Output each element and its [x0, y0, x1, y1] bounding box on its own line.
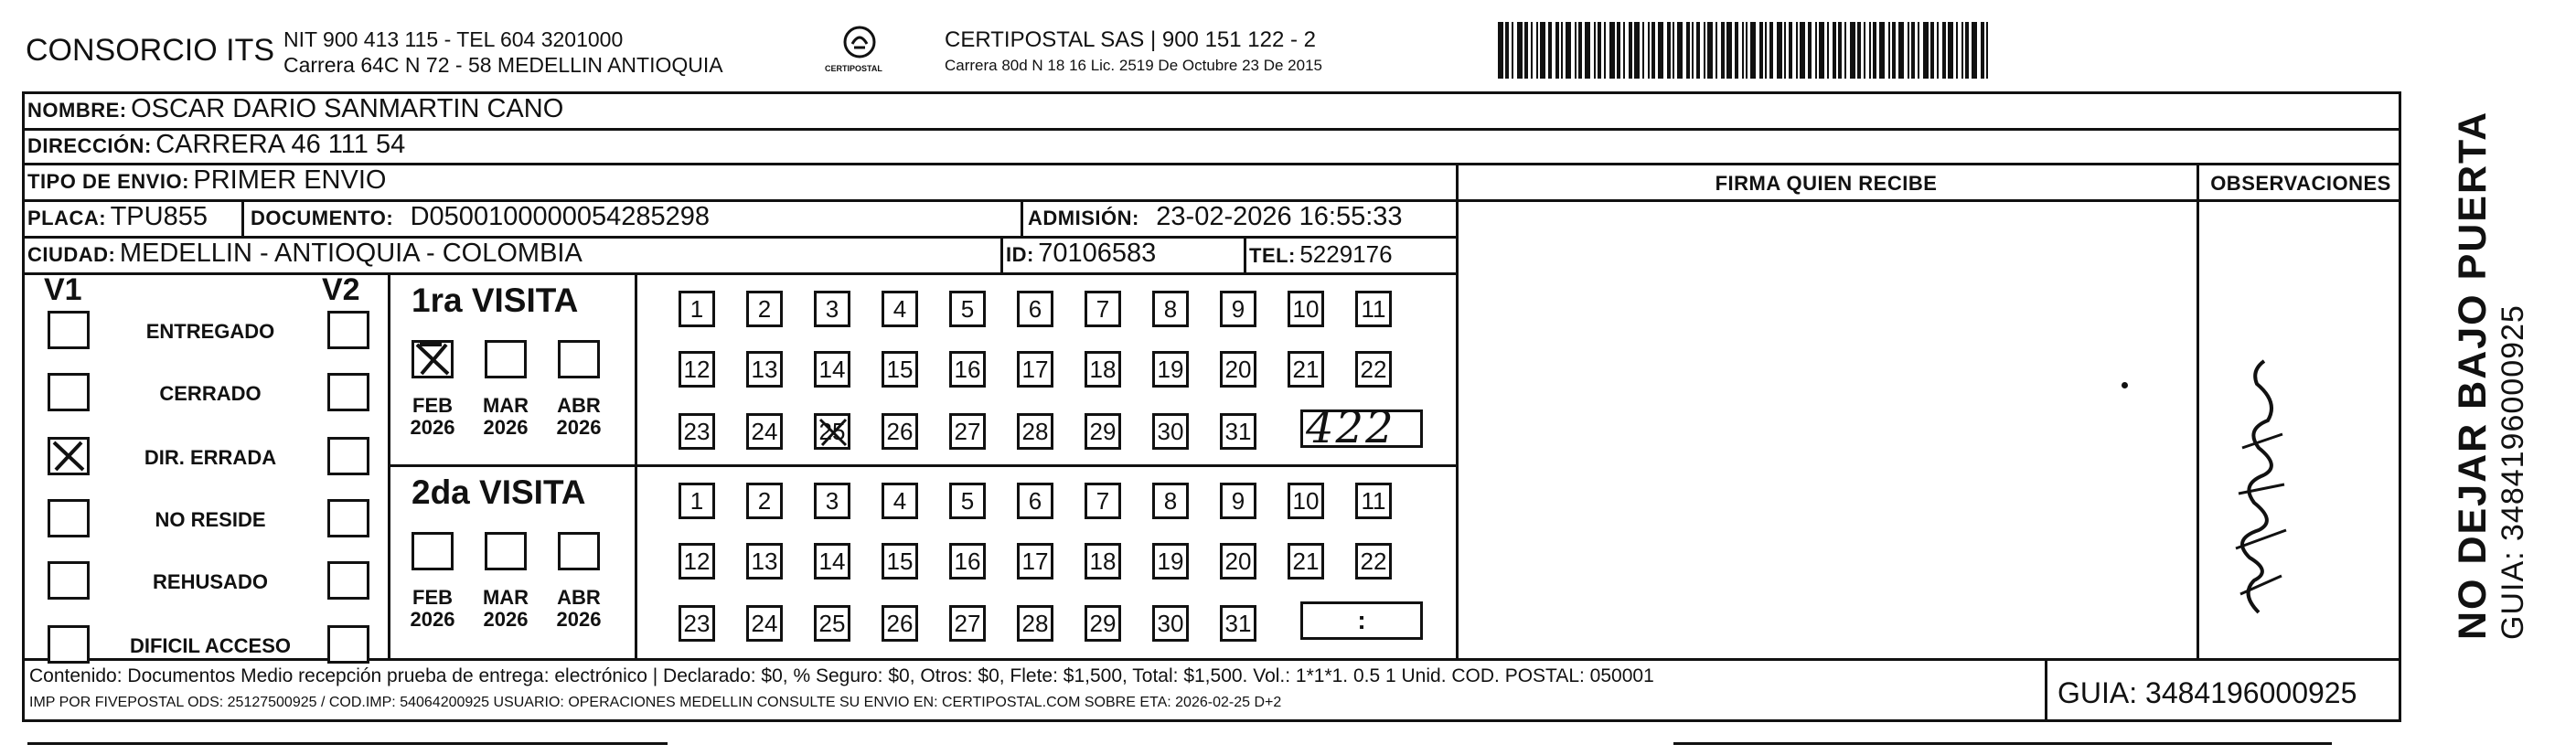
v2-checkbox[interactable]	[327, 499, 369, 537]
day-checkbox[interactable]: 18	[1085, 351, 1121, 388]
tipo-row	[27, 165, 386, 196]
month-label: ABR 2026	[556, 586, 602, 631]
company-name: CONSORCIO ITS	[26, 33, 275, 68]
direccion-value: CARRERA 46 111 54	[155, 130, 406, 159]
v2-checkbox[interactable]	[327, 437, 369, 475]
day-checkbox[interactable]: 14	[814, 351, 850, 388]
signature	[2204, 347, 2314, 622]
admision-label: ADMISIÓN:	[1028, 207, 1139, 229]
v2-checkbox[interactable]	[327, 311, 369, 349]
status-label: REHUSADO	[153, 570, 268, 593]
day-checkbox[interactable]: 16	[949, 543, 986, 580]
v2-label: V2	[322, 272, 360, 307]
day-checkbox[interactable]: 24	[746, 605, 783, 642]
tel-row	[1249, 240, 1393, 269]
day-checkbox[interactable]: 3	[814, 483, 850, 519]
v1-label: V1	[44, 272, 82, 307]
month-checkbox[interactable]	[558, 532, 600, 570]
v1-checkbox[interactable]	[48, 625, 90, 664]
day-checkbox[interactable]: 31	[1220, 605, 1256, 642]
day-checkbox[interactable]: 28	[1017, 413, 1053, 450]
day-checkbox[interactable]: 12	[679, 543, 715, 580]
company-address: Carrera 64C N 72 - 58 MEDELLIN ANTIOQUIA	[283, 53, 723, 77]
day-checkbox[interactable]: 23	[679, 413, 715, 450]
v1-checkbox[interactable]	[48, 373, 90, 411]
day-checkbox[interactable]: 29	[1085, 413, 1121, 450]
day-checkbox[interactable]: 11	[1355, 483, 1392, 519]
day-checkbox[interactable]: 8	[1152, 291, 1189, 327]
month-label: MAR 2026	[482, 586, 529, 631]
day-checkbox[interactable]: 5	[949, 291, 986, 327]
status-label: DIFICIL ACCESO	[129, 634, 291, 657]
placa-row	[27, 202, 208, 232]
day-checkbox[interactable]: 21	[1288, 351, 1324, 388]
day-checkbox[interactable]: 23	[679, 605, 715, 642]
month-checkbox[interactable]	[558, 340, 600, 378]
day-checkbox[interactable]: 20	[1220, 543, 1256, 580]
second-visit-title: 2da VISITA	[412, 473, 586, 511]
side-line1: NO DEJAR BAJO PUERTA	[2451, 110, 2495, 640]
day-checkbox[interactable]: 13	[746, 543, 783, 580]
admision-row	[1028, 202, 1403, 232]
day-checkbox[interactable]: 10	[1288, 291, 1324, 327]
day-checkbox[interactable]: 1	[679, 291, 715, 327]
id-label: ID:	[1006, 243, 1034, 266]
second-visit-time-value: :	[1357, 606, 1366, 634]
day-checkbox[interactable]: 4	[882, 291, 918, 327]
ink-mark	[2122, 382, 2128, 388]
day-checkbox[interactable]: 17	[1017, 543, 1053, 580]
placa-value: TPU855	[110, 202, 208, 231]
day-checkbox[interactable]: 6	[1017, 291, 1053, 327]
day-checkbox[interactable]: 13	[746, 351, 783, 388]
admision-value: 23-02-2026 16:55:33	[1156, 202, 1403, 231]
nombre-value: OSCAR DARIO SANMARTIN CANO	[131, 94, 564, 123]
month-checkbox[interactable]	[485, 340, 527, 378]
day-checkbox[interactable]: 12	[679, 351, 715, 388]
day-checkbox[interactable]: 8	[1152, 483, 1189, 519]
day-checkbox[interactable]: 16	[949, 351, 986, 388]
day-mark	[817, 416, 850, 449]
direccion-row	[27, 130, 405, 160]
status-label: CERRADO	[159, 382, 262, 405]
day-checkbox[interactable]: 7	[1085, 291, 1121, 327]
id-value: 70106583	[1038, 239, 1157, 268]
first-visit-time-handwritten: 422	[1306, 402, 1395, 453]
status-label: ENTREGADO	[145, 320, 275, 343]
day-checkbox[interactable]: 31	[1220, 413, 1256, 450]
day-checkbox[interactable]: 4	[882, 483, 918, 519]
v1-checkbox[interactable]	[48, 437, 90, 475]
day-checkbox[interactable]: 25	[814, 605, 850, 642]
day-checkbox[interactable]: 19	[1152, 543, 1189, 580]
day-checkbox[interactable]: 7	[1085, 483, 1121, 519]
day-checkbox[interactable]: 2	[746, 291, 783, 327]
day-checkbox[interactable]: 15	[882, 543, 918, 580]
v1-checkbox[interactable]	[48, 499, 90, 537]
status-label: DIR. ERRADA	[144, 446, 277, 469]
tel-value: 5229176	[1299, 240, 1393, 268]
month-checkbox[interactable]	[485, 532, 527, 570]
direccion-label: DIRECCIÓN:	[27, 134, 152, 157]
v1-checkbox[interactable]	[48, 311, 90, 349]
placa-label: PLACA:	[27, 207, 107, 229]
day-checkbox[interactable]: 22	[1355, 543, 1392, 580]
day-checkbox[interactable]: 19	[1152, 351, 1189, 388]
ciudad-label: CIUDAD:	[27, 243, 116, 266]
documento-label: DOCUMENTO:	[251, 207, 394, 229]
day-checkbox[interactable]: 28	[1017, 605, 1053, 642]
documento-row	[251, 202, 710, 232]
month-label: MAR 2026	[482, 394, 529, 439]
v2-checkbox[interactable]	[327, 625, 369, 664]
v2-checkbox[interactable]	[327, 373, 369, 411]
day-checkbox[interactable]: 30	[1152, 413, 1189, 450]
day-checkbox[interactable]: 24	[746, 413, 783, 450]
id-row	[1006, 239, 1156, 269]
tel-label: TEL:	[1249, 244, 1296, 267]
day-checkbox[interactable]: 18	[1085, 543, 1121, 580]
day-checkbox[interactable]: 21	[1288, 543, 1324, 580]
footer-guia: GUIA: 3484196000925	[2058, 676, 2357, 709]
day-checkbox[interactable]: 14	[814, 543, 850, 580]
day-checkbox[interactable]: 30	[1152, 605, 1189, 642]
day-checkbox[interactable]: 17	[1017, 351, 1053, 388]
tipo-value: PRIMER ENVIO	[193, 165, 387, 195]
nombre-label: NOMBRE:	[27, 99, 127, 122]
tipo-label: TIPO DE ENVIO:	[27, 170, 189, 193]
side-warning	[2451, 111, 2531, 640]
day-checkbox[interactable]: 26	[882, 605, 918, 642]
status-label: NO RESIDE	[155, 508, 266, 531]
month-label: FEB 2026	[410, 394, 455, 439]
second-visit-time-box[interactable]	[1300, 601, 1423, 640]
contenido-text: Contenido: Documentos Medio recepción prueba de entrega: electrónico | Declarado: $0, % Seguro: $0, Otros: $0, Flete: $1,500, Total: $1,500. Vol.: 1*1*1. 0.5 1 Unid. COD. POSTAL: 050001	[29, 665, 1654, 686]
day-checkbox[interactable]: 9	[1220, 483, 1256, 519]
day-checkbox[interactable]: 3	[814, 291, 850, 327]
day-checkbox[interactable]: 1	[679, 483, 715, 519]
firma-label: FIRMA QUIEN RECIBE	[1715, 172, 1938, 195]
day-checkbox[interactable]: 26	[882, 413, 918, 450]
day-checkbox[interactable]: 25	[814, 413, 850, 450]
month-label: FEB 2026	[410, 586, 455, 631]
day-checkbox[interactable]: 5	[949, 483, 986, 519]
barcode	[1498, 22, 2175, 79]
courier-line: CERTIPOSTAL SAS | 900 151 122 - 2	[945, 27, 1316, 52]
ciudad-row	[27, 239, 583, 269]
day-checkbox[interactable]: 27	[949, 413, 986, 450]
day-checkbox[interactable]: 10	[1288, 483, 1324, 519]
ciudad-value: MEDELLIN - ANTIOQUIA - COLOMBIA	[119, 239, 583, 268]
logo-text: CERTIPOSTAL	[825, 64, 882, 73]
day-checkbox[interactable]: 29	[1085, 605, 1121, 642]
day-checkbox[interactable]: 11	[1355, 291, 1392, 327]
documento-value: D0500100000054285298	[410, 202, 710, 231]
day-checkbox[interactable]: 27	[949, 605, 986, 642]
nombre-row	[27, 94, 563, 124]
v1-checkbox[interactable]	[48, 561, 90, 600]
v2-checkbox[interactable]	[327, 561, 369, 600]
day-checkbox[interactable]: 6	[1017, 483, 1053, 519]
side-line2: GUIA: 3484196000925	[2496, 304, 2530, 640]
day-checkbox[interactable]: 2	[746, 483, 783, 519]
observaciones-label: OBSERVACIONES	[2210, 172, 2391, 195]
month-checkbox[interactable]	[412, 532, 454, 570]
nit-line: NIT 900 413 115 - TEL 604 3201000	[283, 27, 624, 51]
courier-address: Carrera 80d N 18 16 Lic. 2519 De Octubre 23 De 2015	[945, 57, 1322, 74]
first-visit-title: 1ra VISITA	[412, 282, 579, 319]
day-checkbox[interactable]: 22	[1355, 351, 1392, 388]
day-checkbox[interactable]: 9	[1220, 291, 1256, 327]
day-checkbox[interactable]: 20	[1220, 351, 1256, 388]
month-label: ABR 2026	[556, 394, 602, 439]
month-checkbox[interactable]	[412, 340, 454, 378]
day-checkbox[interactable]: 15	[882, 351, 918, 388]
imp-text: IMP POR FIVEPOSTAL ODS: 25127500925 / COD.IMP: 54064200925 USUARIO: OPERACIONES MEDELLIN CONSULTE SU ENVIO EN: CERTIPOSTAL.COM SOBRE ETA: 2026-02-25 D+2	[29, 695, 1282, 710]
